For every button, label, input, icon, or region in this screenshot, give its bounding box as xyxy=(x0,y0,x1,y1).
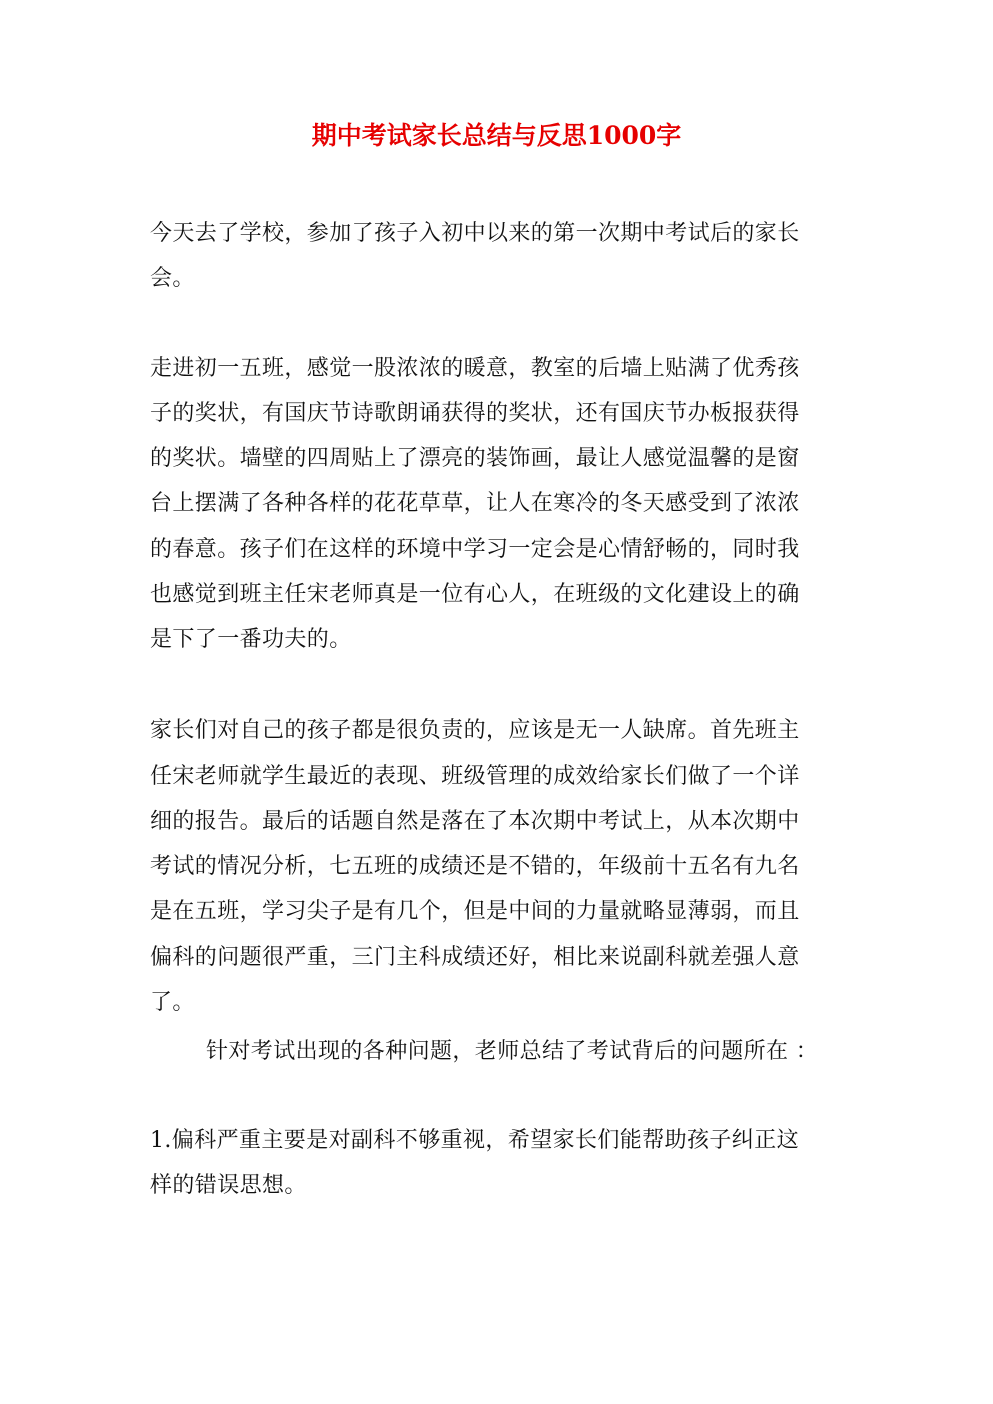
paragraph-3-line-3: 细的报告。最后的话题自然是落在了本次期中考试上，从本次期中 xyxy=(150,809,800,834)
paragraph-3-line-5: 是在五班，学习尖子是有几个，但是中间的力量就略显薄弱，而且 xyxy=(150,899,800,924)
paragraph-4-line-1: 针对考试出现的各种问题，老师总结了考试背后的问题所在 ： xyxy=(206,1039,819,1064)
paragraph-2-line-3: 的奖状。墙壁的四周贴上了漂亮的装饰画，最让人感觉温馨的是窗 xyxy=(150,446,800,471)
paragraph-5-line-1: 1.偏科严重主要是对副科不够重视，希望家长们能帮助孩子纠正这 xyxy=(150,1128,799,1153)
paragraph-2-line-4: 台上摆满了各种各样的花花草草，让人在寒冷的冬天感受到了浓浓 xyxy=(150,491,800,516)
paragraph-2-line-1: 走进初一五班，感觉一股浓浓的暖意，教室的后墙上贴满了优秀孩 xyxy=(150,356,800,381)
paragraph-3-line-1: 家长们对自己的孩子都是很负责的，应该是无一人缺席。首先班主 xyxy=(150,718,800,743)
document-title: 期中考试家长总结与反思1000字 xyxy=(311,121,682,150)
paragraph-5-line-2: 样的错误思想。 xyxy=(150,1173,307,1198)
paragraph-2-line-5: 的春意。孩子们在这样的环境中学习一定会是心情舒畅的，同时我 xyxy=(150,537,800,562)
paragraph-3-line-6: 偏科的问题很严重，三门主科成绩还好，相比来说副科就差强人意 xyxy=(150,945,800,970)
paragraph-1-line-2: 会。 xyxy=(150,266,195,291)
paragraph-1-line-1: 今天去了学校，参加了孩子入初中以来的第一次期中考试后的家长 xyxy=(150,221,800,246)
paragraph-3-line-4: 考试的情况分析，七五班的成绩还是不错的，年级前十五名有九名 xyxy=(150,854,800,879)
paragraph-3-line-7: 了。 xyxy=(150,990,195,1015)
paragraph-2-line-7: 是下了一番功夫的。 xyxy=(150,627,352,652)
paragraph-3-line-2: 任宋老师就学生最近的表现、班级管理的成效给家长们做了一个详 xyxy=(150,764,800,789)
paragraph-2-line-6: 也感觉到班主任宋老师真是一位有心人，在班级的文化建设上的确 xyxy=(150,582,800,607)
paragraph-2-line-2: 子的奖状，有国庆节诗歌朗诵获得的奖状，还有国庆节办板报获得 xyxy=(150,401,800,426)
